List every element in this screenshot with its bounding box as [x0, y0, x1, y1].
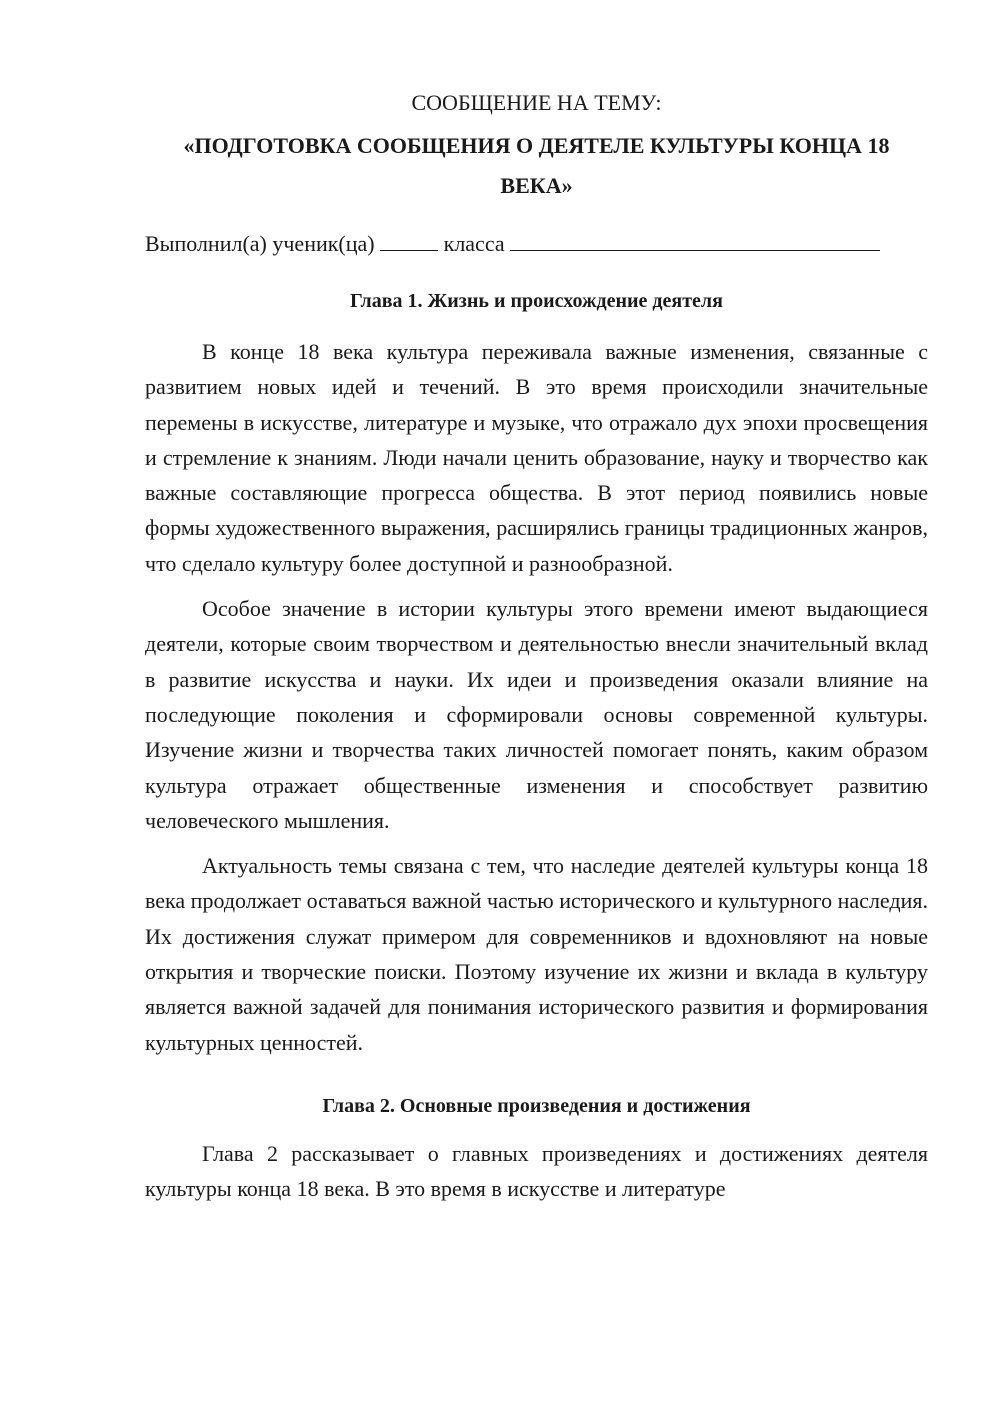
chapter-1-paragraph-2: Особое значение в истории культуры этого времени имеют выдающиеся деятели, которые своим творчеством и деятельностью внесли значительный вклад в развитие искусства и науки. Их идеи и произведения оказали влияние на последующие поколения и сформировали основы современной культуры. Изучение жизни и творчества таких личностей помогает понять, каким образом культура отражает общественные изменения и способствует развитию человеческого мышления.	[145, 596, 928, 833]
chapter-2-paragraph-1: Глава 2 рассказывает о главных произведениях и достижениях деятеля культуры конца 18 века. В это время в искусстве и литературе	[145, 1140, 928, 1202]
document-title: «ПОДГОТОВКА СООБЩЕНИЯ О ДЕЯТЕЛЕ КУЛЬТУРЫ КОНЦА 18 ВЕКА»	[183, 133, 890, 198]
author-line	[145, 229, 928, 259]
chapter-1-title: Глава 1. Жизнь и происхождение деятеля	[350, 290, 723, 312]
chapter-1-paragraph-3: Актуальность темы связана с тем, что наследие деятелей культуры конца 18 века продолжает оставаться важной частью исторического и культурного наследия. Их достижения служат примером для современников и вдохновляют на новые открытия и творческие поиски. Поэтому изучение их жизни и вклада в культуру является важной задачей для понимания исторического развития и формирования культурных ценностей.	[145, 853, 928, 1055]
chapter-1-paragraph-1: В конце 18 века культура переживала важные изменения, связанные с развитием новых идей и течений. В это время происходили значительные перемены в искусстве, литературе и музыке, что отражало дух эпохи просвещения и стремление к знаниям. Люди начали ценить образование, науку и творчество как важные составляющие прогресса общества. В этот период появились новые формы художественного выражения, расширялись границы традиционных жанров, что сделало культуру более доступной и разнообразной.	[145, 339, 928, 576]
chapter-2-title: Глава 2. Основные произведения и достижения	[322, 1094, 751, 1117]
document-heading: СООБЩЕНИЕ НА ТЕМУ:	[411, 90, 662, 115]
author-label: Выполнил(а) ученик(ца)	[145, 231, 375, 256]
name-blank	[510, 230, 880, 251]
document-body	[145, 88, 928, 1207]
class-label: класса	[443, 231, 505, 256]
grade-blank	[380, 230, 438, 251]
